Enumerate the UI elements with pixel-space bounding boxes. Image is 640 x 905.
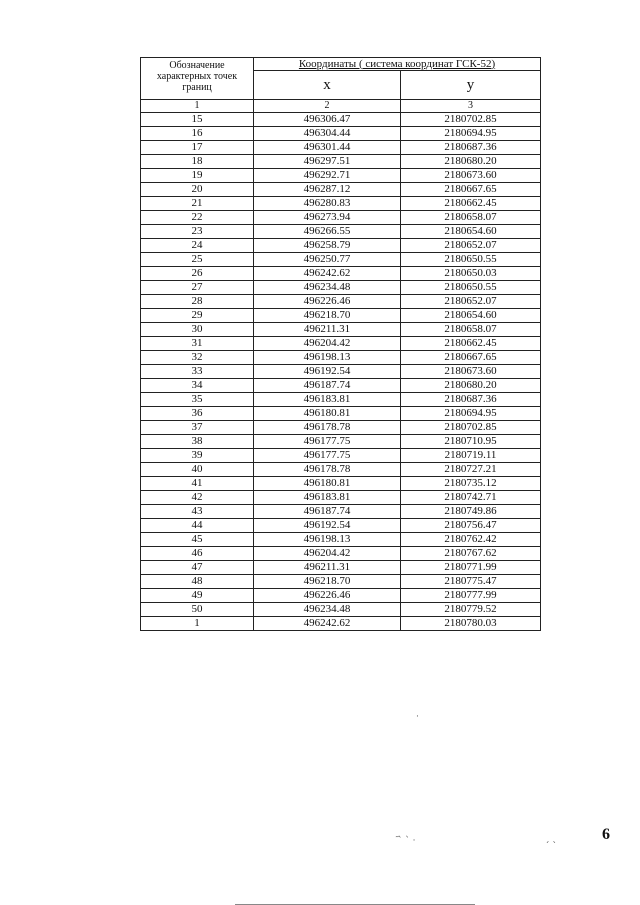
x-cell: 496187.74: [254, 505, 401, 519]
point-cell: 49: [141, 589, 254, 603]
table-row: [141, 589, 541, 603]
table-row: [141, 337, 541, 351]
point-cell: 15: [141, 113, 254, 127]
column-number-1: 1: [141, 100, 254, 113]
point-cell: 40: [141, 463, 254, 477]
x-cell: 496204.42: [254, 337, 401, 351]
x-cell: 496242.62: [254, 267, 401, 281]
x-cell: 496301.44: [254, 141, 401, 155]
point-cell: 30: [141, 323, 254, 337]
x-cell: 496198.13: [254, 351, 401, 365]
point-cell: 41: [141, 477, 254, 491]
y-cell: 2180727.21: [401, 463, 541, 477]
table-row: [141, 379, 541, 393]
table-row: [141, 491, 541, 505]
x-cell: 496192.54: [254, 365, 401, 379]
table-row: [141, 351, 541, 365]
y-cell: 2180650.55: [401, 253, 541, 267]
x-cell: 496306.47: [254, 113, 401, 127]
point-cell: 25: [141, 253, 254, 267]
y-cell: 2180694.95: [401, 127, 541, 141]
point-cell: 26: [141, 267, 254, 281]
y-cell: 2180702.85: [401, 421, 541, 435]
x-cell: 496178.78: [254, 463, 401, 477]
point-cell: 1: [141, 617, 254, 631]
point-cell: 33: [141, 365, 254, 379]
table-row: [141, 155, 541, 169]
table-row: [141, 127, 541, 141]
scan-dot: ·: [416, 712, 419, 722]
point-cell: 32: [141, 351, 254, 365]
point-cell: 31: [141, 337, 254, 351]
table-row: [141, 463, 541, 477]
y-cell: 2180742.71: [401, 491, 541, 505]
point-cell: 23: [141, 225, 254, 239]
x-cell: 496304.44: [254, 127, 401, 141]
x-cell: 496177.75: [254, 435, 401, 449]
table-row: [141, 141, 541, 155]
y-cell: 2180756.47: [401, 519, 541, 533]
x-cell: 496204.42: [254, 547, 401, 561]
y-cell: 2180687.36: [401, 141, 541, 155]
point-cell: 29: [141, 309, 254, 323]
y-cell: 2180719.11: [401, 449, 541, 463]
y-cell: 2180767.62: [401, 547, 541, 561]
point-cell: 27: [141, 281, 254, 295]
page-number: 6: [602, 826, 610, 843]
point-cell: 28: [141, 295, 254, 309]
x-cell: 496198.13: [254, 533, 401, 547]
y-cell: 2180652.07: [401, 295, 541, 309]
y-cell: 2180658.07: [401, 323, 541, 337]
y-cell: 2180780.03: [401, 617, 541, 631]
x-cell: 496273.94: [254, 211, 401, 225]
y-cell: 2180710.95: [401, 435, 541, 449]
x-cell: 496218.70: [254, 575, 401, 589]
y-cell: 2180673.60: [401, 365, 541, 379]
table-row: [141, 267, 541, 281]
x-cell: 496211.31: [254, 561, 401, 575]
y-cell: 2180777.99: [401, 589, 541, 603]
point-cell: 17: [141, 141, 254, 155]
y-cell: 2180673.60: [401, 169, 541, 183]
table-row: [141, 575, 541, 589]
y-cell: 2180662.45: [401, 197, 541, 211]
y-cell: 2180687.36: [401, 393, 541, 407]
x-cell: 496287.12: [254, 183, 401, 197]
table-row: [141, 309, 541, 323]
scan-mark: ˜ ̀ ˋ ·: [395, 836, 416, 846]
x-cell: 496292.71: [254, 169, 401, 183]
y-cell: 2180735.12: [401, 477, 541, 491]
column-number-3: 3: [401, 100, 541, 113]
y-cell: 2180654.60: [401, 309, 541, 323]
point-designation-header: Обозначение характерных точек границ: [141, 58, 254, 100]
point-cell: 42: [141, 491, 254, 505]
table-row: [141, 393, 541, 407]
y-cell: 2180779.52: [401, 603, 541, 617]
table-row: [141, 253, 541, 267]
point-cell: 37: [141, 421, 254, 435]
x-cell: 496177.75: [254, 449, 401, 463]
table-row: [141, 211, 541, 225]
x-cell: 496250.77: [254, 253, 401, 267]
table-row: [141, 547, 541, 561]
y-cell: 2180667.65: [401, 183, 541, 197]
point-cell: 50: [141, 603, 254, 617]
y-cell: 2180667.65: [401, 351, 541, 365]
table-row: [141, 281, 541, 295]
table-row: [141, 169, 541, 183]
table-row: [141, 183, 541, 197]
table-row: [141, 225, 541, 239]
point-cell: 43: [141, 505, 254, 519]
point-cell: 38: [141, 435, 254, 449]
x-cell: 496180.81: [254, 407, 401, 421]
y-cell: 2180762.42: [401, 533, 541, 547]
point-cell: 34: [141, 379, 254, 393]
point-cell: 19: [141, 169, 254, 183]
point-cell: 47: [141, 561, 254, 575]
x-column-header: x: [254, 71, 401, 100]
x-cell: 496280.83: [254, 197, 401, 211]
x-cell: 496183.81: [254, 393, 401, 407]
x-cell: 496266.55: [254, 225, 401, 239]
coordinates-header: Координаты ( система координат ГСК-52): [254, 58, 541, 71]
point-cell: 45: [141, 533, 254, 547]
table-row: [141, 239, 541, 253]
scan-mark: ˏ ˎ: [545, 834, 557, 844]
y-cell: 2180650.03: [401, 267, 541, 281]
x-cell: 496218.70: [254, 309, 401, 323]
x-cell: 496187.74: [254, 379, 401, 393]
x-cell: 496258.79: [254, 239, 401, 253]
table-row: [141, 617, 541, 631]
point-cell: 39: [141, 449, 254, 463]
x-cell: 496226.46: [254, 589, 401, 603]
point-cell: 35: [141, 393, 254, 407]
table-row: [141, 519, 541, 533]
point-cell: 22: [141, 211, 254, 225]
point-cell: 44: [141, 519, 254, 533]
y-cell: 2180771.99: [401, 561, 541, 575]
x-cell: 496211.31: [254, 323, 401, 337]
point-cell: 48: [141, 575, 254, 589]
x-cell: 496192.54: [254, 519, 401, 533]
x-cell: 496234.48: [254, 603, 401, 617]
table-row: [141, 505, 541, 519]
x-cell: 496297.51: [254, 155, 401, 169]
y-cell: 2180662.45: [401, 337, 541, 351]
x-cell: 496242.62: [254, 617, 401, 631]
table-row: [141, 295, 541, 309]
y-cell: 2180775.47: [401, 575, 541, 589]
y-cell: 2180658.07: [401, 211, 541, 225]
x-cell: 496234.48: [254, 281, 401, 295]
y-cell: 2180680.20: [401, 379, 541, 393]
column-number-2: 2: [254, 100, 401, 113]
x-cell: 496178.78: [254, 421, 401, 435]
table-row: [141, 421, 541, 435]
point-cell: 20: [141, 183, 254, 197]
y-cell: 2180702.85: [401, 113, 541, 127]
table-row: [141, 407, 541, 421]
x-cell: 496180.81: [254, 477, 401, 491]
y-cell: 2180749.86: [401, 505, 541, 519]
y-cell: 2180652.07: [401, 239, 541, 253]
point-cell: 24: [141, 239, 254, 253]
y-cell: 2180654.60: [401, 225, 541, 239]
y-column-header: y: [401, 71, 541, 100]
point-cell: 46: [141, 547, 254, 561]
table-row: [141, 533, 541, 547]
point-cell: 18: [141, 155, 254, 169]
table-row: [141, 603, 541, 617]
table-row: [141, 365, 541, 379]
table-row: [141, 113, 541, 127]
x-cell: 496183.81: [254, 491, 401, 505]
table-row: [141, 323, 541, 337]
table-row: [141, 477, 541, 491]
table-body: [141, 113, 541, 631]
table-row: [141, 561, 541, 575]
coordinates-table: [140, 57, 541, 631]
table-header: [141, 58, 541, 113]
point-cell: 21: [141, 197, 254, 211]
point-cell: 16: [141, 127, 254, 141]
x-cell: 496226.46: [254, 295, 401, 309]
table-row: [141, 435, 541, 449]
y-cell: 2180694.95: [401, 407, 541, 421]
table-row: [141, 197, 541, 211]
y-cell: 2180650.55: [401, 281, 541, 295]
y-cell: 2180680.20: [401, 155, 541, 169]
table-row: [141, 449, 541, 463]
point-cell: 36: [141, 407, 254, 421]
